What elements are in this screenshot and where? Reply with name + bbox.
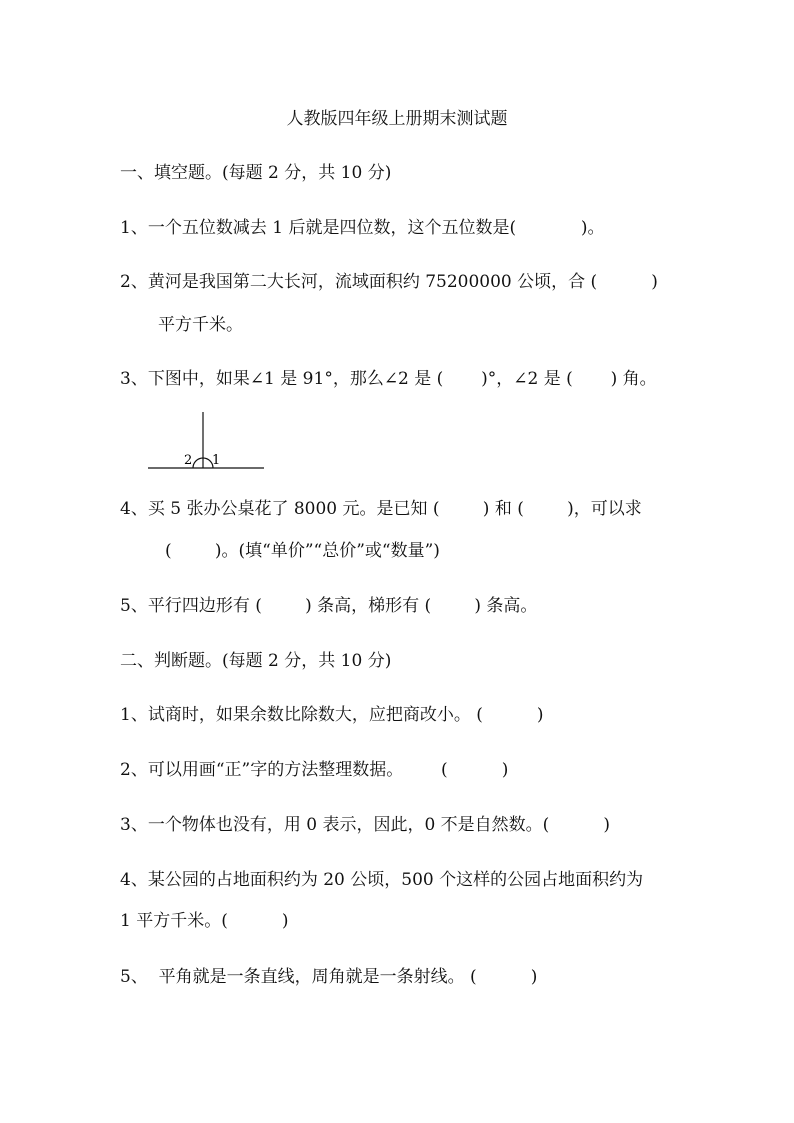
judge-question-5: 5、 平角就是一条直线，周角就是一条射线。 ( ) (120, 967, 538, 987)
judge-question-4-line-1: 4、某公园的占地面积约为 20 公顷，500 个这样的公园占地面积约为 (120, 870, 644, 890)
fill-question-2-line-2: 平方千米。 (158, 315, 243, 335)
fill-question-1: 1、一个五位数减去 1 后就是四位数，这个五位数是( )。 (120, 218, 605, 238)
fill-question-4-line-1: 4、买 5 张办公桌花了 8000 元。是已知 ( ) 和 ( )，可以求 (120, 499, 642, 519)
angle-1-label: 1 (212, 453, 221, 468)
fill-question-3: 3、下图中，如果∠1 是 91°，那么∠2 是 ( )°，∠2 是 ( ) 角。 (120, 369, 657, 389)
judge-question-3: 3、一个物体也没有，用 0 表示，因此，0 不是自然数。( ) (120, 815, 610, 835)
fill-question-2-line-1: 2、黄河是我国第二大长河，流域面积约 75200000 公顷，合 ( ) (120, 272, 658, 292)
fill-question-5: 5、平行四边形有 ( ) 条高，梯形有 ( ) 条高。 (120, 596, 538, 616)
judge-question-4-line-2: 1 平方千米。( ) (120, 911, 289, 931)
page-title: 人教版四年级上册期末测试题 (286, 109, 508, 129)
angle-figure (146, 410, 266, 474)
section-2-heading: 二、判断题。(每题 2 分，共 10 分) (120, 651, 392, 671)
section-1-heading: 一、填空题。(每题 2 分，共 10 分) (120, 163, 392, 183)
fill-question-4-line-2: ( )。(填“单价”“总价”或“数量”) (165, 541, 440, 561)
judge-question-2: 2、可以用画“正”字的方法整理数据。 ( ) (120, 760, 509, 780)
angle-2-label: 2 (184, 453, 193, 468)
judge-question-1: 1、试商时，如果余数比除数大，应把商改小。 ( ) (120, 705, 544, 725)
